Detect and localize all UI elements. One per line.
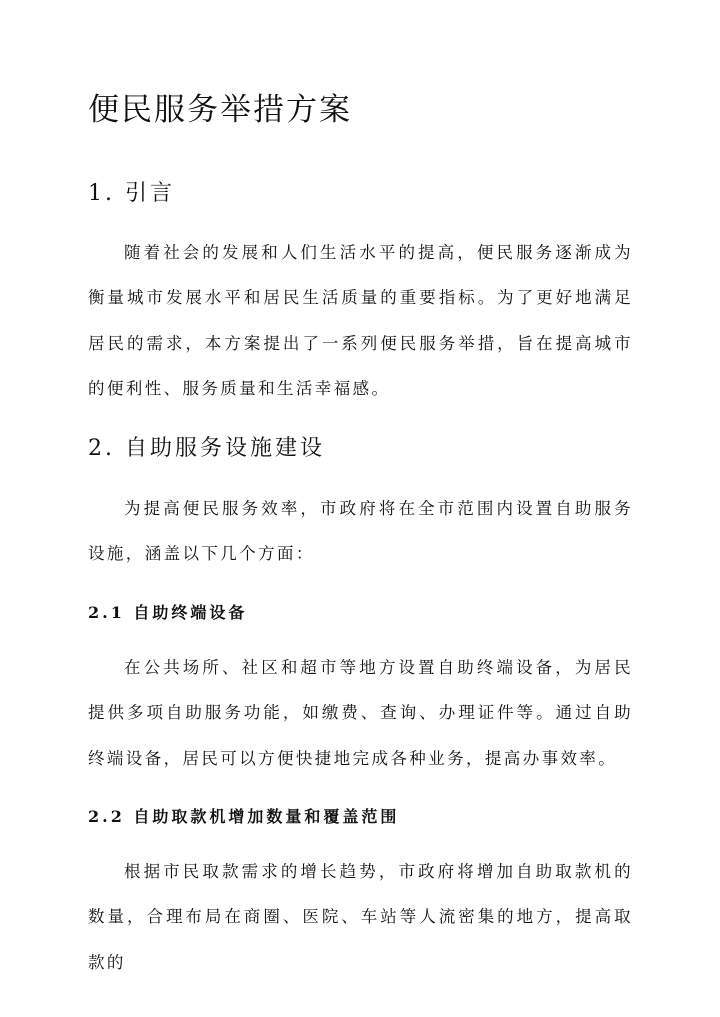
self-service-intro-paragraph: 为提高便民服务效率，市政府将在全市范围内设置自助服务设施，涵盖以下几个方面： (88, 499, 633, 564)
atm-expansion-paragraph: 根据市民取款需求的增长趋势，市政府将增加自助取款机的数量，合理布局在商圈、医院、车站等人流密集的地方，提高取款的 (88, 862, 633, 972)
self-service-terminals-paragraph: 在公共场所、社区和超市等地方设置自助终端设备，为居民提供多项自助服务功能，如缴费、查询、办理证件等。通过自助终端设备，居民可以方便快捷地完成各种业务，提高办事效率。 (88, 658, 633, 768)
subsection-heading-atm-expansion: 2.2 自助取款机增加数量和覆盖范围 (88, 807, 400, 826)
section-heading-self-service-facilities: 2. 自助服务设施建设 (88, 436, 325, 461)
document-title: 便民服务举措方案 (88, 92, 352, 128)
section-heading-introduction: 1. 引言 (88, 181, 175, 206)
subsection-heading-self-service-terminals: 2.1 自助终端设备 (88, 603, 248, 622)
introduction-paragraph: 随着社会的发展和人们生活水平的提高，便民服务逐渐成为衡量城市发展水平和居民生活质量的重要指标。为了更好地满足居民的需求，本方案提出了一系列便民服务举措，旨在提高城市的便利性、服务质量和生活幸福感。 (88, 243, 633, 398)
